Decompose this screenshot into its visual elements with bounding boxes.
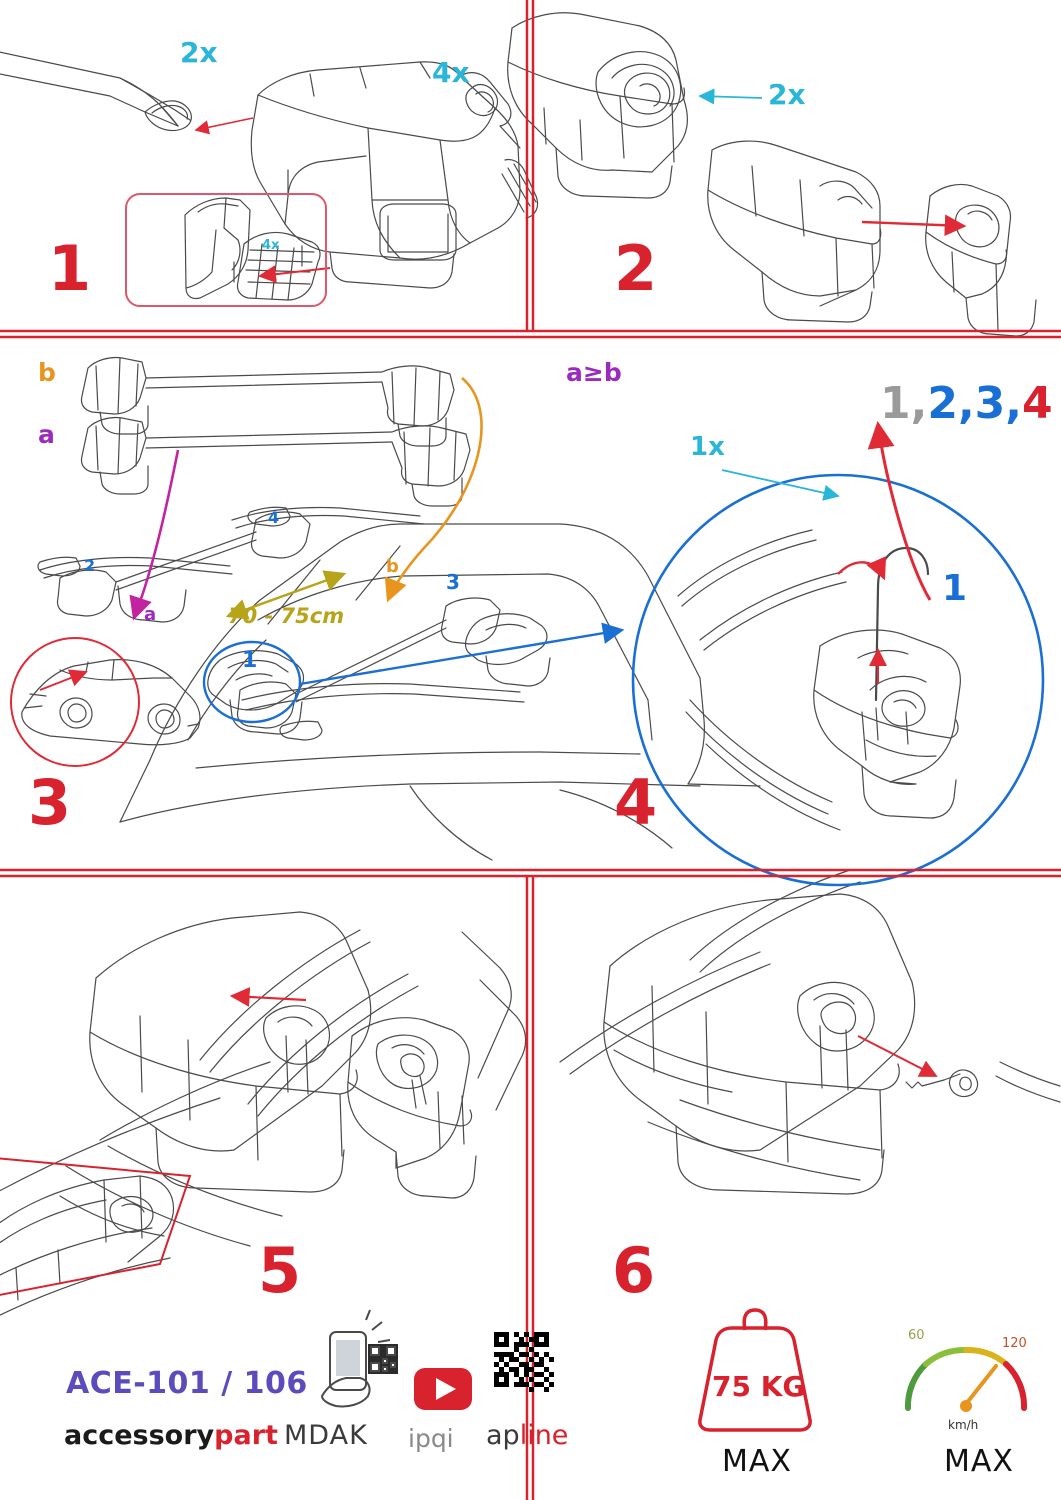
qty-label-4x-foot: 4x — [432, 56, 470, 89]
position-label-2: 2 — [84, 556, 96, 575]
step4-sequence-arrow — [878, 424, 930, 600]
brand-ipqi: ipqi — [408, 1424, 454, 1453]
step1-inset-frame — [126, 194, 326, 306]
position-label-1: 1 — [242, 648, 258, 673]
brand-apline-suffix: line — [519, 1420, 569, 1451]
step-number-2: 2 — [614, 232, 656, 305]
step4-zoom-circle — [633, 475, 1043, 885]
brand-accessorypart-prefix: accessory — [64, 1420, 215, 1451]
qty-label-4x-inset: 4x — [262, 238, 280, 253]
step6-key — [906, 1070, 978, 1097]
arrow-label-b: b — [386, 556, 399, 577]
model-code: ACE-101 / 106 — [66, 1366, 308, 1401]
step2-detached-foot — [926, 184, 1036, 336]
step-number-5: 5 — [258, 1234, 300, 1307]
qty-label-2x-endcap: 2x — [180, 36, 218, 69]
max-load-caption: MAX — [722, 1444, 792, 1479]
position-label-3: 3 — [446, 570, 460, 594]
phone-qr-scan-icon — [322, 1310, 398, 1407]
sequence-label-part2: 2,3, — [927, 378, 1023, 429]
step3-arrow-b — [388, 378, 482, 600]
step3-car-inset-circle — [11, 638, 139, 766]
speed-unit: km/h — [948, 1418, 979, 1432]
step6-drawing — [560, 870, 1060, 1194]
step2-lock-detail — [508, 13, 688, 198]
bar-label-a: a — [38, 420, 55, 449]
brand-mdak: MDAK — [284, 1420, 368, 1451]
arrow-label-a: a — [144, 604, 157, 625]
step5-arrow-slide — [232, 996, 306, 1000]
step3-arrow-a — [134, 450, 178, 618]
step4-tool-arrow — [722, 470, 838, 496]
distance-label: 70 - 75cm — [228, 604, 345, 628]
speed-tick-high: 120 — [1002, 1336, 1027, 1351]
step3-car-roof — [120, 524, 760, 860]
step-number-3: 3 — [28, 766, 70, 839]
step4-turn-arrow — [838, 562, 884, 578]
step3-direction-arrow — [40, 672, 86, 690]
step2-arrow-lock — [700, 96, 762, 98]
step2-bar-into-foot — [708, 141, 881, 322]
qty-label-2x-lock: 2x — [768, 78, 806, 111]
max-load-value: 75 KG — [712, 1370, 806, 1403]
step1-arrow-endcap — [196, 118, 253, 130]
step1-arrow-inset — [260, 268, 330, 276]
rule-label-a-ge-b: a≥b — [566, 358, 622, 387]
step1-inset-detail — [185, 198, 320, 300]
step5-inset-frame — [0, 1158, 190, 1296]
sequence-label-part3: 4 — [1022, 378, 1053, 429]
step2-arrow-insert — [862, 222, 964, 226]
brand-apline-prefix: ap — [486, 1420, 520, 1451]
turn-count-label: 1 — [942, 568, 968, 609]
step3-car-direction-inset — [22, 660, 200, 745]
step3-to-step4-arrow — [300, 630, 622, 684]
sequence-label-part1: 1, — [880, 378, 928, 429]
step5-drawing — [0, 912, 526, 1246]
brand-accessorypart — [64, 1420, 278, 1451]
step-number-1: 1 — [48, 232, 90, 305]
max-speed-caption: MAX — [944, 1444, 1014, 1479]
sequence-label — [880, 378, 881, 379]
speed-tick-low: 60 — [908, 1328, 925, 1343]
step3-crossbar-a — [81, 417, 470, 506]
brand-apline — [486, 1420, 568, 1451]
step3-crossbar-b — [81, 357, 454, 446]
qr-code[interactable] — [494, 1332, 554, 1392]
step4-detail-drawing — [678, 530, 960, 830]
position-label-4: 4 — [268, 508, 280, 527]
step6-arrow-key — [858, 1036, 936, 1076]
brand-accessorypart-suffix: part — [214, 1420, 278, 1451]
step-number-4: 4 — [614, 766, 656, 839]
step1-foot-assembly — [251, 62, 537, 288]
step5-inset-drawing — [0, 1176, 174, 1320]
bar-label-b: b — [38, 358, 56, 387]
tool-qty-label-1x: 1x — [690, 432, 725, 462]
youtube-icon — [414, 1368, 472, 1410]
step1-end-cap — [0, 50, 191, 131]
speedometer-icon — [908, 1350, 1024, 1411]
step-number-6: 6 — [612, 1234, 654, 1307]
